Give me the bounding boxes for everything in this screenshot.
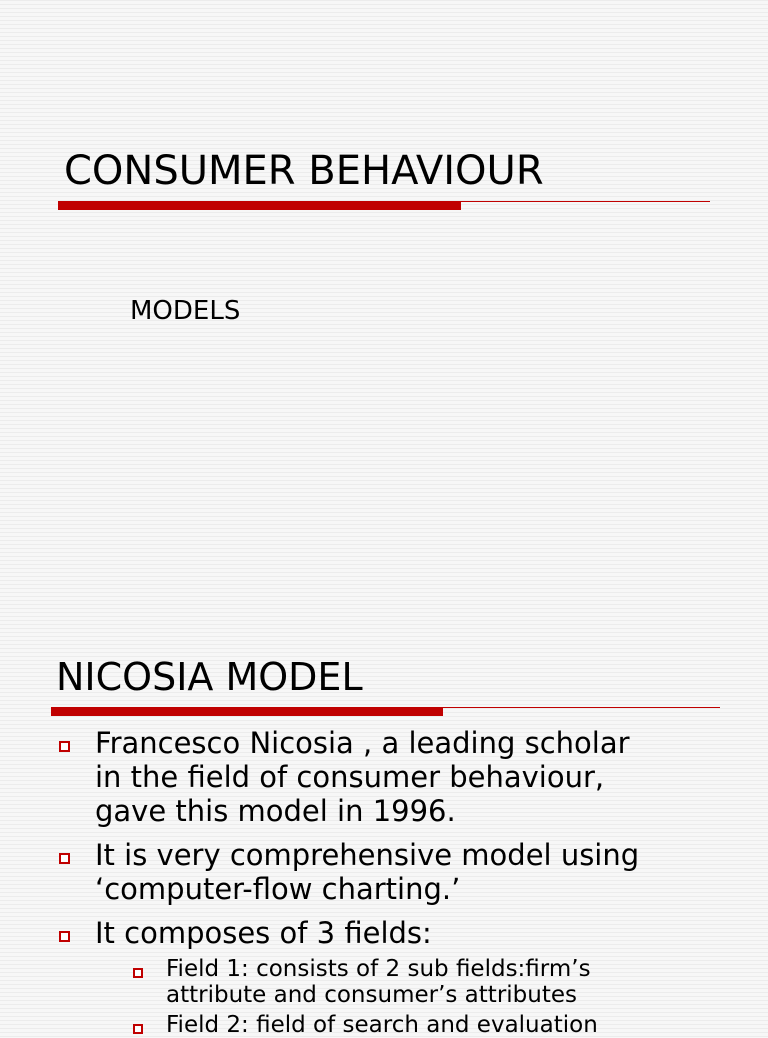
slide-title: CONSUMER BEHAVIOUR bbox=[64, 148, 544, 194]
square-bullet-icon bbox=[133, 968, 143, 978]
square-bullet-icon bbox=[133, 1024, 143, 1034]
slide-subtitle: MODELS bbox=[130, 296, 241, 326]
title-underline bbox=[58, 198, 710, 212]
square-bullet-icon bbox=[59, 853, 70, 864]
sub-bullet-text: Field 1: consists of 2 sub fields:firm’s attribute and consumer’s attributes bbox=[166, 956, 591, 1008]
bullet-text: It is very comprehensive model using ‘computer-flow charting.’ bbox=[95, 838, 640, 906]
slide-title: NICOSIA MODEL bbox=[56, 655, 363, 699]
title-underline bbox=[51, 704, 720, 718]
sub-bullet-text: Field 2: field of search and evaluation bbox=[166, 1012, 598, 1038]
underline-thick-bar bbox=[51, 708, 443, 716]
square-bullet-icon bbox=[59, 741, 70, 752]
square-bullet-icon bbox=[59, 931, 70, 942]
underline-thick-bar bbox=[58, 202, 461, 210]
bullet-text: Francesco Nicosia , a leading scholar in the field of consumer behaviour, gave this model in 1996. bbox=[95, 726, 630, 828]
slide-nicosia-model bbox=[0, 620, 768, 1038]
bullet-text: It composes of 3 fields: bbox=[95, 916, 432, 950]
